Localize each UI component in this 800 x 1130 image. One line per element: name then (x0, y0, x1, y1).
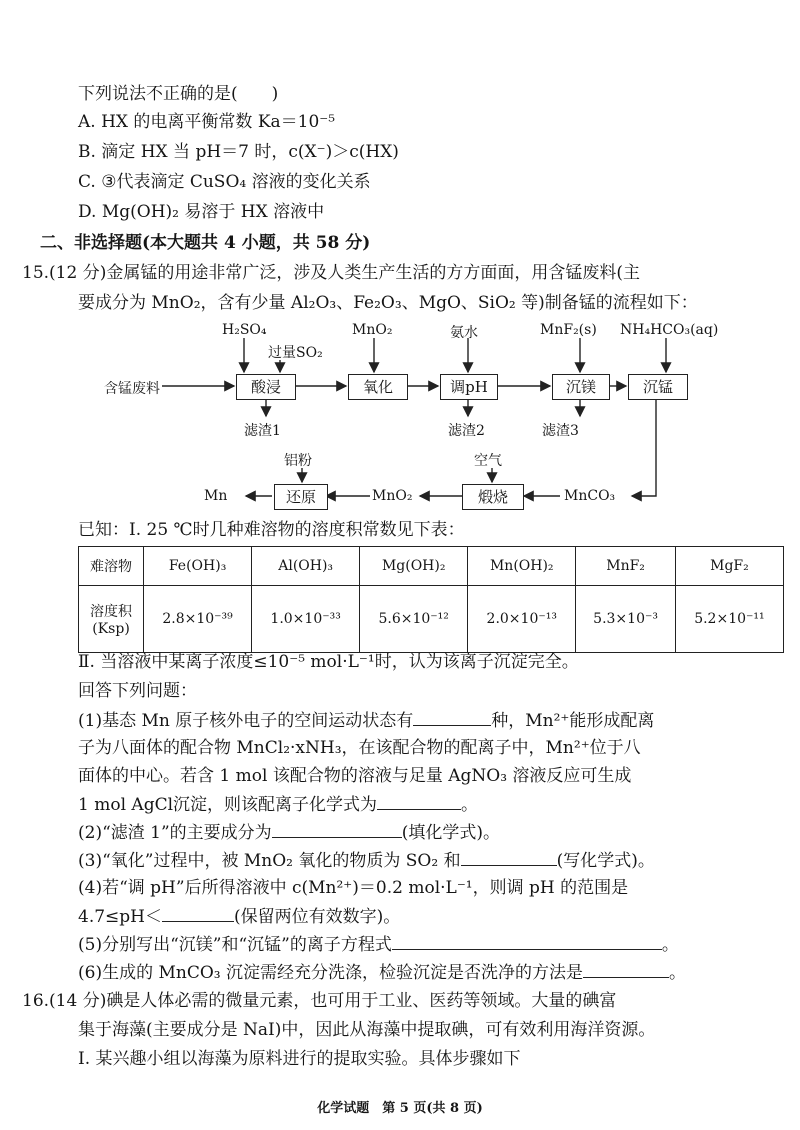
table-cell: 5.3×10⁻³ (576, 586, 676, 653)
text: 4.7≤pH＜ (78, 907, 162, 927)
residue-2: 滤渣2 (448, 423, 485, 439)
flow-start-label: 含锰废料 (104, 381, 160, 397)
answer-blank[interactable] (583, 961, 669, 978)
flow-box-precipitate-mn: 沉锰 (628, 374, 688, 400)
reagent-h2so4: H₂SO₄ (222, 322, 267, 338)
q14-stem: 下列说法不正确的是( ) (78, 84, 279, 104)
reagent-air: 空气 (474, 453, 502, 469)
table-header-cell: Mn(OH)₂ (468, 547, 576, 586)
flow-box-calcination: 煅烧 (462, 484, 524, 510)
text: (3)“氧化”过程中，被 MnO₂ 氧化的物质为 SO₂ 和 (78, 851, 461, 871)
text: 。 (669, 963, 687, 983)
text: 。 (661, 935, 679, 955)
q15-line-8 (78, 905, 400, 928)
table-header-cell: 难溶物 (79, 547, 144, 586)
text: (保留两位有效数字)。 (234, 907, 401, 927)
q15-line-7 (78, 877, 628, 899)
table-cell: 1.0×10⁻³³ (252, 586, 360, 653)
text: (填化学式)。 (401, 823, 500, 843)
residue-3: 滤渣3 (542, 423, 579, 439)
reagent-mnf2: MnF₂(s) (540, 322, 597, 338)
text: (2)“滤渣 1”的主要成分为 (78, 823, 272, 843)
flow-arrows (100, 316, 700, 516)
q15-line-10 (78, 961, 686, 984)
q15-line-3 (78, 765, 631, 787)
q14-option-b: B. 滴定 HX 当 pH＝7 时，c(X⁻)＞c(HX) (78, 142, 399, 162)
text: 1 mol AgCl沉淀，则该配离子化学式为 (78, 795, 378, 815)
table-row-label (79, 586, 144, 653)
q15-intro-1: 15.(12 分)金属锰的用途非常广泛，涉及人类生产生活的方方面面，用含锰废料(主 (22, 263, 640, 283)
flow-box-precipitate-mg: 沉镁 (552, 374, 610, 400)
text: 面体的中心。若含 1 mol 该配合物的溶液与足量 AgNO₃ 溶液反应可生成 (78, 766, 632, 786)
ksp-table (78, 546, 784, 653)
flow-box-reduction: 还原 (274, 484, 328, 510)
answer-blank[interactable] (272, 821, 402, 838)
answer-blank[interactable] (413, 709, 491, 726)
text: 子为八面体的配合物 MnCl₂·xNH₃，在该配合物的配离子中，Mn²⁺位于八 (78, 738, 641, 758)
table-header-cell: Fe(OH)₃ (144, 547, 252, 586)
text: (4)若“调 pH”后所得溶液中 c(Mn²⁺)＝0.2 mol·L⁻¹，则调 pH 的范围是 (78, 878, 629, 898)
known-info-2: Ⅱ. 当溶液中某离子浓度≤10⁻⁵ mol·L⁻¹时，认为该离子沉淀完全。 (78, 652, 579, 672)
page-footer: 化学试题 第 5 页(共 8 页) (317, 1101, 483, 1116)
section-heading: 二、非选择题(本大题共 4 小题，共 58 分) (40, 233, 371, 253)
answer-blank[interactable] (377, 793, 461, 810)
text: (写化学式)。 (556, 851, 655, 871)
q15-line-9 (78, 933, 679, 956)
q15-line-6 (78, 849, 655, 872)
q14-option-c: C. ③代表滴定 CuSO₄ 溶液的变化关系 (78, 172, 371, 192)
table-cell: 2.8×10⁻³⁹ (144, 586, 252, 653)
known-info-1: 已知：Ⅰ. 25 ℃时几种难溶物的溶度积常数见下表： (78, 520, 465, 540)
residue-1: 滤渣1 (244, 423, 281, 439)
q15-line-1 (78, 709, 654, 732)
table-cell: 2.0×10⁻¹³ (468, 586, 576, 653)
q16-line-2: 集于海藻(主要成分是 NaI)中，因此从海藻中提取碘，可有效利用海洋资源。 (78, 1020, 656, 1040)
flow-box-acid-leach: 酸浸 (236, 374, 296, 400)
answer-blank[interactable] (392, 933, 662, 950)
q15-line-5 (78, 821, 500, 844)
answer-blank[interactable] (162, 905, 234, 922)
product-mno2: MnO₂ (372, 488, 413, 504)
q15-line-2 (78, 737, 641, 759)
process-flow-diagram (100, 316, 719, 516)
text: (1)基态 Mn 原子核外电子的空间运动状态有 (78, 711, 414, 731)
table-header-cell: MgF₂ (675, 547, 783, 586)
reagent-nh4hco3: NH₄HCO₃(aq) (620, 322, 719, 338)
answer-blank[interactable] (461, 849, 557, 866)
q14-option-d: D. Mg(OH)₂ 易溶于 HX 溶液中 (78, 202, 325, 222)
table-row (79, 586, 784, 653)
text: (6)生成的 MnCO₃ 沉淀需经充分洗涤，检验沉淀是否洗净的方法是 (78, 963, 584, 983)
text: (5)分别写出“沉镁”和“沉锰”的离子方程式 (78, 935, 392, 955)
q16-line-1: 16.(14 分)碘是人体必需的微量元素，也可用于工业、医药等领域。大量的碘富 (22, 991, 617, 1011)
table-header-cell: MnF₂ (576, 547, 676, 586)
q16-line-3: Ⅰ. 某兴趣小组以海藻为原料进行的提取实验。具体步骤如下 (78, 1049, 521, 1069)
flow-box-oxidation: 氧化 (348, 374, 408, 400)
reagent-mno2: MnO₂ (352, 322, 393, 338)
q15-line-4 (78, 793, 478, 816)
table-header-cell: Al(OH)₃ (252, 547, 360, 586)
answer-prompt: 回答下列问题： (78, 681, 197, 701)
reagent-al-powder: 铝粉 (284, 453, 312, 469)
product-mn: Mn (204, 488, 228, 504)
q15-intro-2: 要成分为 MnO₂，含有少量 Al₂O₃、Fe₂O₃、MgO、SiO₂ 等)制备锰的流程如下： (78, 293, 698, 313)
text: 种，Mn²⁺能形成配离 (491, 711, 655, 731)
ksp-symbol: (Ksp) (92, 621, 130, 637)
flow-box-adjust-ph: 调pH (440, 374, 498, 400)
table-cell: 5.6×10⁻¹² (360, 586, 468, 653)
reagent-so2: 过量SO₂ (268, 345, 323, 361)
q14-option-a: A. HX 的电离平衡常数 Ka＝10⁻⁵ (78, 112, 336, 132)
ksp-label: 溶度积 (90, 604, 133, 620)
table-header-cell: Mg(OH)₂ (360, 547, 468, 586)
text: 。 (461, 795, 479, 815)
reagent-ammonia: 氨水 (450, 325, 478, 341)
table-cell: 5.2×10⁻¹¹ (675, 586, 783, 653)
table-header-row (79, 547, 784, 586)
product-mnco3: MnCO₃ (564, 488, 616, 504)
